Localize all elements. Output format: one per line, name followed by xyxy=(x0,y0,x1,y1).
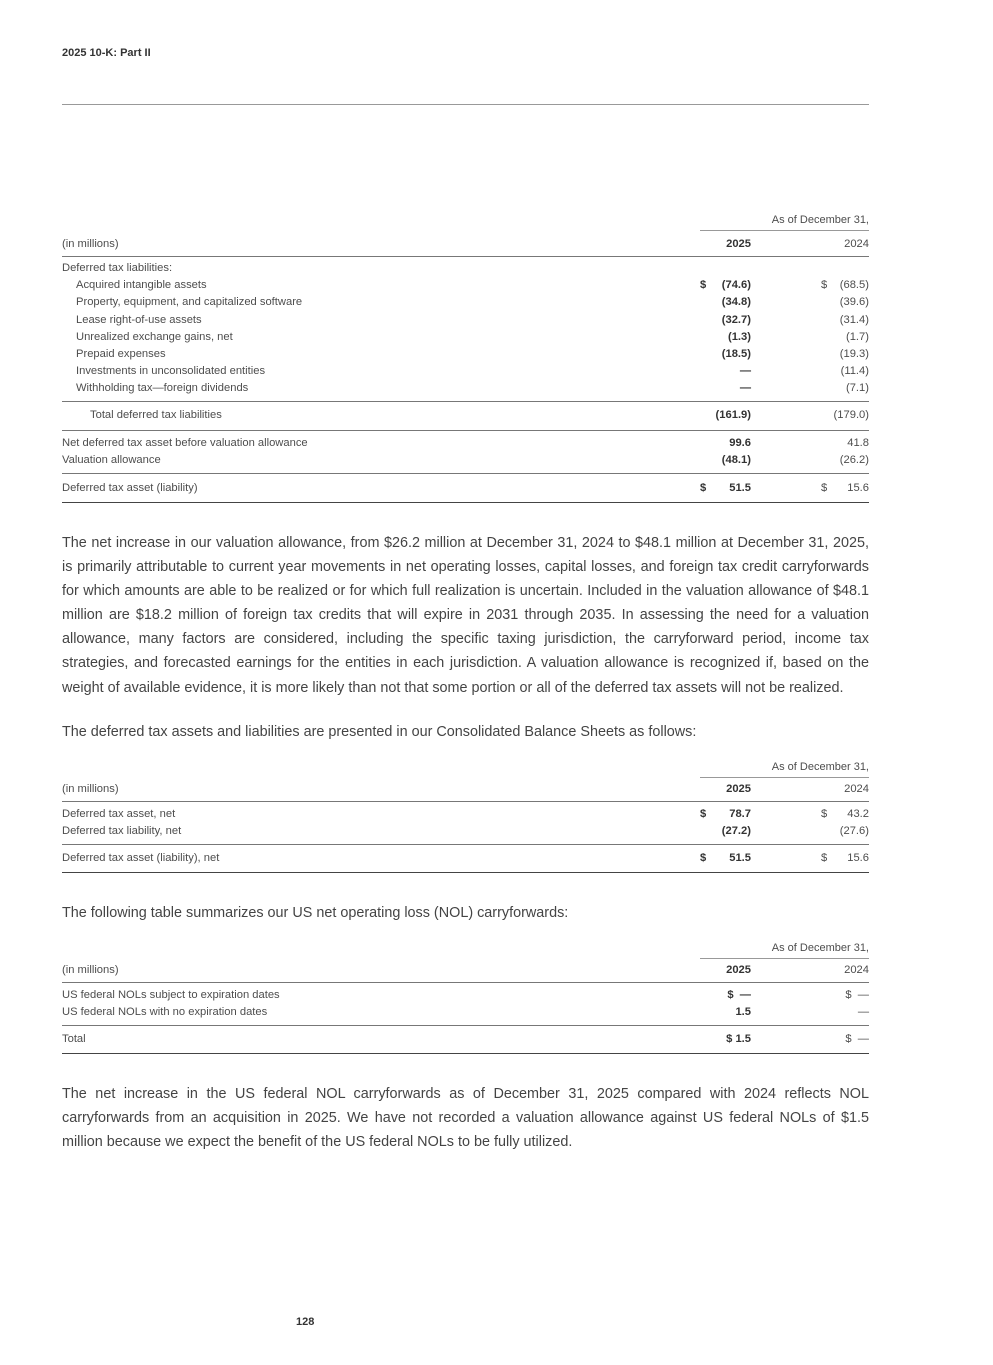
table-row xyxy=(62,294,869,311)
value-2024: (31.4) xyxy=(839,313,869,326)
year-2024-header: 2024 xyxy=(844,238,869,250)
currency-symbol: $ xyxy=(700,279,707,292)
nol-paragraph: The net increase in the US federal NOL carryforwards as of December 31, 2025 compared with 2024 reflects NOL carryforwards from an acquisition in 2025. We have not recorded a valuation allowance against US federal NOLs of $1.5 million because we expect the benefit of the US federal NOLs to be fully utilized. xyxy=(62,1086,869,1151)
value-2024: (1.7) xyxy=(845,330,869,343)
value-2025: (1.3) xyxy=(727,330,751,343)
units-label: (in millions) xyxy=(62,238,119,250)
value-2025: 51.5 xyxy=(729,852,751,864)
table-bottom-rule xyxy=(62,502,869,503)
currency-symbol: $ xyxy=(821,482,828,494)
final-row xyxy=(62,480,869,497)
year-2025-header: 2025 xyxy=(726,964,751,976)
year-2025-header: 2025 xyxy=(726,783,751,795)
header-rule xyxy=(62,104,869,105)
value-2024: (27.6) xyxy=(839,825,869,837)
as-of-rule xyxy=(700,777,869,778)
table-row xyxy=(62,277,869,294)
nol-table xyxy=(62,942,869,1058)
value-2024: (68.5) xyxy=(839,279,869,292)
value-2025: 78.7 xyxy=(729,808,751,820)
balance-sheet-table xyxy=(62,761,869,877)
total-divider xyxy=(62,1025,869,1026)
row-label: Deferred tax asset, net xyxy=(62,808,176,820)
nol-intro: The following table summarizes our US net operating loss (NOL) carryforwards: xyxy=(62,905,569,921)
value-2025: $ — xyxy=(727,989,751,1001)
value-2024: $ — xyxy=(845,989,869,1001)
table-row xyxy=(62,987,869,1004)
value-2024: (11.4) xyxy=(840,365,869,378)
currency-symbol: $ xyxy=(700,852,707,864)
value-2025: (34.8) xyxy=(721,296,751,309)
section-divider xyxy=(62,430,869,431)
table-row xyxy=(62,329,869,346)
value-2024: (26.2) xyxy=(839,454,869,466)
table-row xyxy=(62,806,869,823)
row-label: Total xyxy=(62,1033,86,1045)
table-row xyxy=(62,452,869,469)
total-row xyxy=(62,850,869,867)
value-2025: 1.5 xyxy=(735,1006,751,1018)
row-label: US federal NOLs with no expiration dates xyxy=(62,1006,268,1018)
currency-symbol: $ xyxy=(700,808,707,820)
total-row xyxy=(62,1031,869,1048)
row-label: Deferred tax asset (liability) xyxy=(62,482,198,494)
row-label: Deferred tax asset (liability), net xyxy=(62,852,220,864)
value-2025: (32.7) xyxy=(721,313,751,326)
total-divider xyxy=(62,401,869,402)
row-label: Investments in unconsolidated entities xyxy=(76,365,266,378)
page-number: 128 xyxy=(296,1316,315,1328)
value-2024: 41.8 xyxy=(847,437,869,449)
table-row xyxy=(62,823,869,840)
valuation-allowance-paragraph: The net increase in our valuation allowance, from $26.2 million at December 31, 2024 to $48.1 million at December 31, 2025, is primarily attributable to current year movements in net operating losses, capital losses, and foreign tax credit carryforwards for which amounts are able to be realized or for which full realization is uncertain. Included in the valuation allowance of $48.1 million are $18.2 million of foreign tax credits that will expire in 2031 through 2035. In assessing the need for a valuation allowance, many factors are considered, including the specific taxing jurisdiction, the carryforward period, income tax strategies, and forecasted earnings for the entities in each jurisdiction. A valuation allowance is recognized if, based on the weight of available evidence, it is more likely than not that some portion or all of the deferred tax assets will not be realized. xyxy=(62,535,869,696)
units-label: (in millions) xyxy=(62,783,119,795)
table-row xyxy=(62,346,869,363)
value-2024: (19.3) xyxy=(839,347,869,360)
header-divider xyxy=(62,256,869,257)
currency-symbol: $ xyxy=(821,279,828,292)
section-label-row xyxy=(62,260,869,277)
balance-sheet-intro: The deferred tax assets and liabilities are presented in our Consolidated Balance Sheets as follows: xyxy=(62,724,697,740)
final-divider xyxy=(62,473,869,474)
table-bottom-rule xyxy=(62,872,869,873)
table-row xyxy=(62,1004,869,1021)
value-2024: (179.0) xyxy=(833,409,869,421)
as-of-label: As of December 31, xyxy=(771,761,869,773)
year-2024-header: 2024 xyxy=(844,783,869,795)
currency-symbol: $ xyxy=(821,852,828,864)
as-of-label: As of December 31, xyxy=(771,214,869,226)
year-2024-header: 2024 xyxy=(844,964,869,976)
total-row xyxy=(62,407,869,424)
as-of-rule xyxy=(700,958,869,959)
value-2025: (18.5) xyxy=(721,347,751,360)
header-divider xyxy=(62,982,869,983)
row-label: Property, equipment, and capitalized software xyxy=(76,296,303,309)
value-2025: (27.2) xyxy=(721,825,751,837)
value-2024: 15.6 xyxy=(847,482,869,494)
as-of-rule xyxy=(700,230,869,231)
table-bottom-rule xyxy=(62,1053,869,1054)
row-label: Total deferred tax liabilities xyxy=(90,409,222,421)
row-label: Deferred tax liability, net xyxy=(62,825,182,837)
value-2025: (48.1) xyxy=(721,454,751,466)
row-label: Prepaid expenses xyxy=(76,347,166,360)
value-2024: $ — xyxy=(845,1033,869,1045)
row-label: Net deferred tax asset before valuation allowance xyxy=(62,437,308,449)
table-row xyxy=(62,380,869,397)
value-2025: 51.5 xyxy=(729,482,751,494)
row-label: Withholding tax—foreign dividends xyxy=(76,382,249,395)
value-2025: — xyxy=(739,365,751,378)
as-of-label: As of December 31, xyxy=(771,942,869,954)
row-label: US federal NOLs subject to expiration dates xyxy=(62,989,280,1001)
units-label: (in millions) xyxy=(62,964,119,976)
value-2024: — xyxy=(857,1006,869,1018)
value-2024: (39.6) xyxy=(839,296,869,309)
value-2024: 43.2 xyxy=(847,808,869,820)
value-2025: 99.6 xyxy=(729,437,751,449)
row-label: Lease right-of-use assets xyxy=(76,313,202,326)
value-2025: — xyxy=(739,382,751,395)
section-label: Deferred tax liabilities: xyxy=(62,262,173,274)
value-2024: (7.1) xyxy=(845,382,869,395)
currency-symbol: $ xyxy=(821,808,828,820)
page-header: 2025 10-K: Part II xyxy=(62,47,151,59)
table-row xyxy=(62,363,869,380)
currency-symbol: $ xyxy=(700,482,707,494)
table-row xyxy=(62,312,869,329)
year-2025-header: 2025 xyxy=(726,238,751,250)
header-divider xyxy=(62,801,869,802)
row-label: Valuation allowance xyxy=(62,454,161,466)
value-2025: (74.6) xyxy=(721,279,751,292)
total-divider xyxy=(62,844,869,845)
value-2025: $ 1.5 xyxy=(726,1033,751,1045)
row-label: Unrealized exchange gains, net xyxy=(76,330,233,343)
table-row xyxy=(62,435,869,452)
row-label: Acquired intangible assets xyxy=(76,279,207,292)
value-2025: (161.9) xyxy=(715,409,751,421)
value-2024: 15.6 xyxy=(847,852,869,864)
deferred-tax-table xyxy=(62,214,869,506)
